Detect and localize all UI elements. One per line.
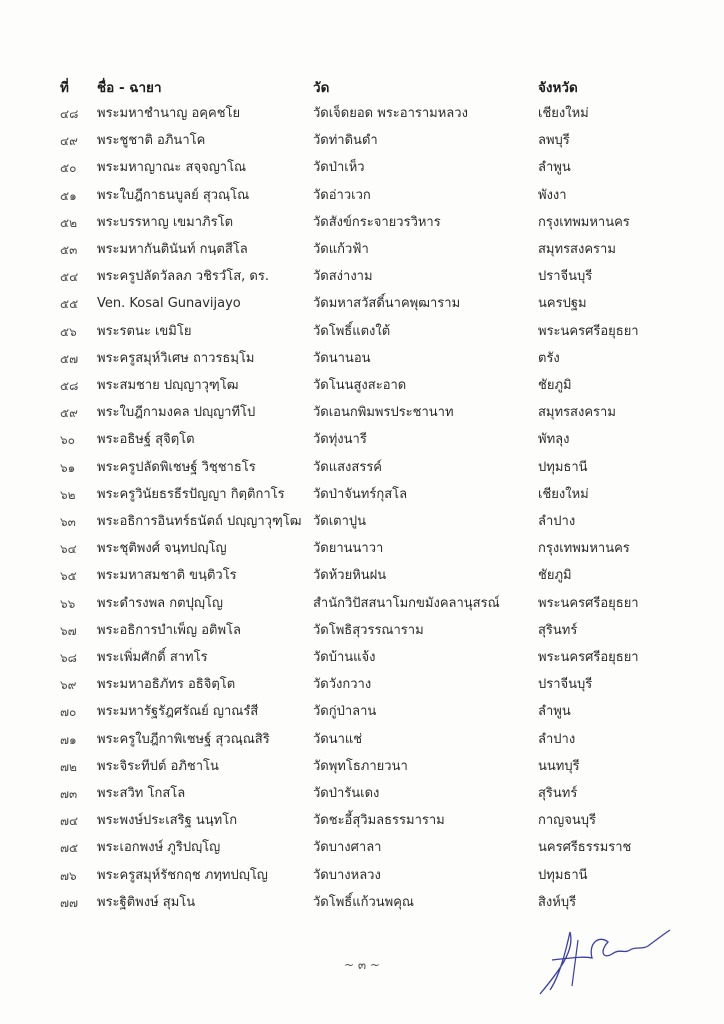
- row-number: ๕๒: [60, 215, 77, 230]
- row-number: ๖๑: [60, 460, 76, 475]
- monk-name: Ven. Kosal Gunavijayo: [97, 296, 241, 312]
- row-number: ๖๓: [60, 515, 76, 529]
- table-row: [0, 619, 724, 643]
- row-number: ๕๙: [60, 406, 78, 421]
- temple-name: วัดท่าดินดำ: [313, 133, 378, 149]
- row-number: ๕๑: [60, 188, 77, 203]
- temple-name: วัดเอนกพิมพรประชานาท: [313, 405, 454, 421]
- row-number: ๗๖: [60, 868, 77, 883]
- temple-name: วัดสังข์กระจายวรวิหาร: [313, 214, 441, 230]
- monk-name: พระอธิการบำเพ็ญ อติพโล: [97, 622, 241, 638]
- table-row: [0, 537, 724, 561]
- row-number: ๕๕: [60, 297, 79, 312]
- temple-name: วัดสง่างาม: [313, 269, 373, 285]
- row-number: ๕๓: [60, 243, 78, 257]
- row-number: ๔๙: [60, 134, 78, 149]
- monk-name: พระครูวินัยธรธีรปัญญา กิตฺติกาโร: [97, 486, 285, 502]
- monk-name: พระมหาอธิภัทร อธิจิตฺโต: [97, 677, 236, 693]
- page-number: ~ ๓ ~: [344, 958, 380, 972]
- signature-image: [530, 920, 680, 1000]
- province-name: ชัยภูมิ: [538, 378, 572, 393]
- table-row: [0, 428, 724, 452]
- monk-name: พระมหาสมชาติ ขนฺติวโร: [97, 568, 237, 584]
- monk-name: พระเพิ่มศักดิ์ สาทโร: [97, 650, 208, 665]
- table-row: [0, 374, 724, 398]
- temple-name: วัดแก้วฟ้า: [313, 242, 369, 257]
- temple-name: วัดนาแช่: [313, 731, 363, 747]
- province-name: ลำพูน: [538, 160, 571, 176]
- row-number: ๖๗: [60, 623, 77, 638]
- table-row: [0, 320, 724, 344]
- monk-name: พระฐิติพงษ์ สุมโน: [97, 894, 196, 910]
- province-name: สมุทรสงคราม: [538, 405, 616, 421]
- temple-name: สำนักวิปัสสนาโมกขมังคลานุสรณ์: [313, 595, 500, 611]
- table-row: [0, 564, 724, 588]
- monk-name: พระครูปลัดวัลลภ วชิรวํโส, ดร.: [97, 269, 269, 285]
- table-row: [0, 238, 724, 262]
- temple-name: วัดเจ็ดยอด พระอารามหลวง: [313, 106, 468, 121]
- temple-name: วัดทุ่งนารี: [313, 432, 367, 448]
- province-name: นนทบุรี: [538, 758, 580, 774]
- table-row: [0, 211, 724, 235]
- row-number: ๖๕: [60, 569, 77, 584]
- province-name: พระนครศรีอยุธยา: [538, 323, 639, 339]
- row-number: ๕๖: [60, 324, 77, 339]
- temple-name: วัดวังกวาง: [313, 677, 372, 693]
- temple-name: วัดป่าเห็ว: [313, 160, 365, 176]
- province-name: นครปฐม: [538, 296, 587, 312]
- table-row: [0, 265, 724, 289]
- table-row: [0, 483, 724, 507]
- temple-name: วัดมหาสวัสดิ์นาคพุฒาราม: [313, 296, 461, 312]
- province-name: พระนครศรีอยุธยา: [538, 595, 639, 611]
- table-row: [0, 728, 724, 752]
- monk-name: พระครูสมุห์วิเศษ ถาวรธมฺโม: [97, 350, 255, 366]
- temple-name: วัดเตาปูน: [313, 514, 367, 529]
- temple-name: วัดกู่ป่าลาน: [313, 704, 377, 720]
- province-name: ปราจีนบุรี: [538, 269, 593, 285]
- monk-name: พระใบฎีกามงคล ปญฺญาทีโป: [97, 405, 256, 421]
- province-name: ปราจีนบุรี: [538, 677, 593, 693]
- temple-name: วัดนานอน: [313, 350, 371, 366]
- province-name: พังงา: [538, 187, 567, 203]
- monk-name: พระใบฎีกาธนบูลย์ สุวณฺโณ: [97, 187, 250, 203]
- temple-name: วัดอ่าวเวก: [313, 187, 371, 203]
- monk-name: พระชูชาติ อภินาโค: [97, 133, 206, 149]
- monk-name: พระมหารัฐรัฎศรัณย์ ญาณรํสี: [97, 704, 259, 720]
- province-name: พระนครศรีอยุธยา: [538, 650, 639, 665]
- province-name: ลำปาง: [538, 731, 576, 747]
- row-number: ๖๘: [60, 651, 77, 665]
- table-row: [0, 592, 724, 616]
- province-name: ปทุมธานี: [538, 867, 588, 883]
- monk-name: พระพงษ์ประเสริฐ นนฺทโก: [97, 813, 238, 829]
- province-name: กรุงเทพมหานคร: [538, 541, 630, 557]
- table-row: [0, 673, 724, 697]
- temple-name: วัดพุทโธภายวนา: [313, 758, 408, 774]
- temple-name: วัดโพธิ์แก้วนพคุณ: [313, 894, 414, 910]
- header-name: ชื่อ - ฉายา: [97, 80, 162, 96]
- monk-name: พระจิระทีปต์ อภิชาโน: [97, 758, 219, 774]
- row-number: ๖๖: [60, 596, 76, 611]
- monk-name: พระสวิท โกสโล: [97, 786, 186, 801]
- monk-name: พระมหากันตินันท์ กนฺตสีโล: [97, 242, 248, 257]
- monk-name: พระครูสมุห์รัชกฤช ภทฺทปญฺโญ: [97, 867, 268, 883]
- header-province: จังหวัด: [538, 80, 578, 96]
- monk-name: พระดำรงพล กตปุญฺโญ: [97, 595, 223, 611]
- row-number: ๖๔: [60, 542, 77, 557]
- temple-name: วัดป่าจันทร์กุสโล: [313, 486, 408, 502]
- row-number: ๖๒: [60, 487, 76, 502]
- monk-name: พระเอกพงษ์ ภูริปญฺโญ: [97, 840, 221, 856]
- province-name: สมุทรสงคราม: [538, 242, 616, 257]
- province-name: เชียงใหม่: [538, 486, 589, 502]
- temple-name: วัดบ้านแจ้ง: [313, 650, 376, 665]
- temple-name: วัดโนนสูงสะอาด: [313, 378, 407, 393]
- table-row: [0, 782, 724, 806]
- table-row: [0, 700, 724, 724]
- row-number: ๖๐: [60, 433, 75, 448]
- header-temple: วัด: [313, 80, 330, 96]
- table-header: [0, 76, 724, 100]
- province-name: สิงห์บุรี: [538, 894, 577, 910]
- table-row: [0, 401, 724, 425]
- table-row: [0, 184, 724, 208]
- province-name: ชัยภูมิ: [538, 568, 572, 584]
- table-row: [0, 891, 724, 915]
- row-number: ๕๗: [60, 351, 79, 366]
- monk-name: พระอธิษฐ์ สุจิตฺโต: [97, 432, 195, 448]
- province-name: ลำปาง: [538, 514, 576, 529]
- monk-name: พระครูปลัดพิเชษฐ์ วิชฺชาธโร: [97, 459, 256, 475]
- table-row: [0, 456, 724, 480]
- temple-name: วัดแสงสรรค์: [313, 459, 382, 475]
- temple-name: วัดโพธิสุวรรณาราม: [313, 622, 424, 638]
- table-row: [0, 510, 724, 534]
- temple-name: วัดโพธิ์แตงใต้: [313, 323, 391, 339]
- monk-name: พระรตนะ เขมิโย: [97, 323, 192, 339]
- table-row: [0, 755, 724, 779]
- monk-name: พระสมชาย ปญฺญาวุฑฺโฒ: [97, 378, 239, 393]
- province-name: ลำพูน: [538, 704, 571, 720]
- province-name: ตรัง: [538, 350, 560, 366]
- row-number: ๕๔: [60, 270, 79, 285]
- temple-name: วัดห้วยหินฝน: [313, 568, 387, 584]
- row-number: ๗๒: [60, 759, 77, 774]
- monk-name: พระมหาชำนาญ อคฺคชโย: [97, 106, 241, 121]
- table-row: [0, 347, 724, 371]
- temple-name: วัดชะอี้สุวิมลธรรมาราม: [313, 813, 445, 829]
- province-name: เชียงใหม่: [538, 106, 589, 121]
- table-row: [0, 129, 724, 153]
- province-name: ลพบุรี: [538, 133, 570, 149]
- temple-name: วัดป่ารันเดง: [313, 786, 380, 801]
- row-number: ๗๔: [60, 814, 79, 829]
- row-number: ๗๗: [60, 895, 79, 910]
- header-no: ที่: [60, 80, 69, 96]
- row-number: ๕๐: [60, 161, 77, 176]
- temple-name: วัดบางหลวง: [313, 867, 381, 883]
- table-row: [0, 292, 724, 316]
- table-row: [0, 864, 724, 888]
- temple-name: วัดบางศาลา: [313, 840, 382, 856]
- monk-name: พระบรรหาญ เขมาภิรโต: [97, 214, 234, 230]
- table-row: [0, 156, 724, 180]
- table-row: [0, 809, 724, 833]
- province-name: สุรินทร์: [538, 786, 578, 801]
- row-number: ๗๓: [60, 787, 78, 801]
- row-number: ๕๘: [60, 379, 79, 393]
- table-row: [0, 646, 724, 670]
- monk-name: พระมหาญาณะ สจฺจญาโณ: [97, 160, 247, 176]
- monk-name: พระอธิการอินทร์ธนัตถ์ ปญฺญาวุฑฺโฒ: [97, 514, 302, 529]
- row-number: ๗๕: [60, 841, 79, 856]
- row-number: ๖๙: [60, 678, 77, 693]
- row-number: ๗๐: [60, 705, 77, 720]
- temple-name: วัดยานนาวา: [313, 541, 384, 557]
- province-name: ปทุมธานี: [538, 459, 588, 475]
- province-name: กรุงเทพมหานคร: [538, 214, 630, 230]
- monk-name: พระชุติพงศ์ จนฺทปญฺโญ: [97, 541, 227, 557]
- province-name: นครศรีธรรมราช: [538, 840, 632, 856]
- row-number: ๔๘: [60, 107, 79, 121]
- row-number: ๗๑: [60, 732, 77, 747]
- table-row: [0, 102, 724, 126]
- province-name: พัทลุง: [538, 432, 570, 448]
- province-name: กาญจนบุรี: [538, 813, 596, 829]
- monk-name: พระครูใบฎีกาพิเชษฐ์ สุวณฺณสิริ: [97, 731, 270, 747]
- table-row: [0, 836, 724, 860]
- province-name: สุรินทร์: [538, 622, 578, 638]
